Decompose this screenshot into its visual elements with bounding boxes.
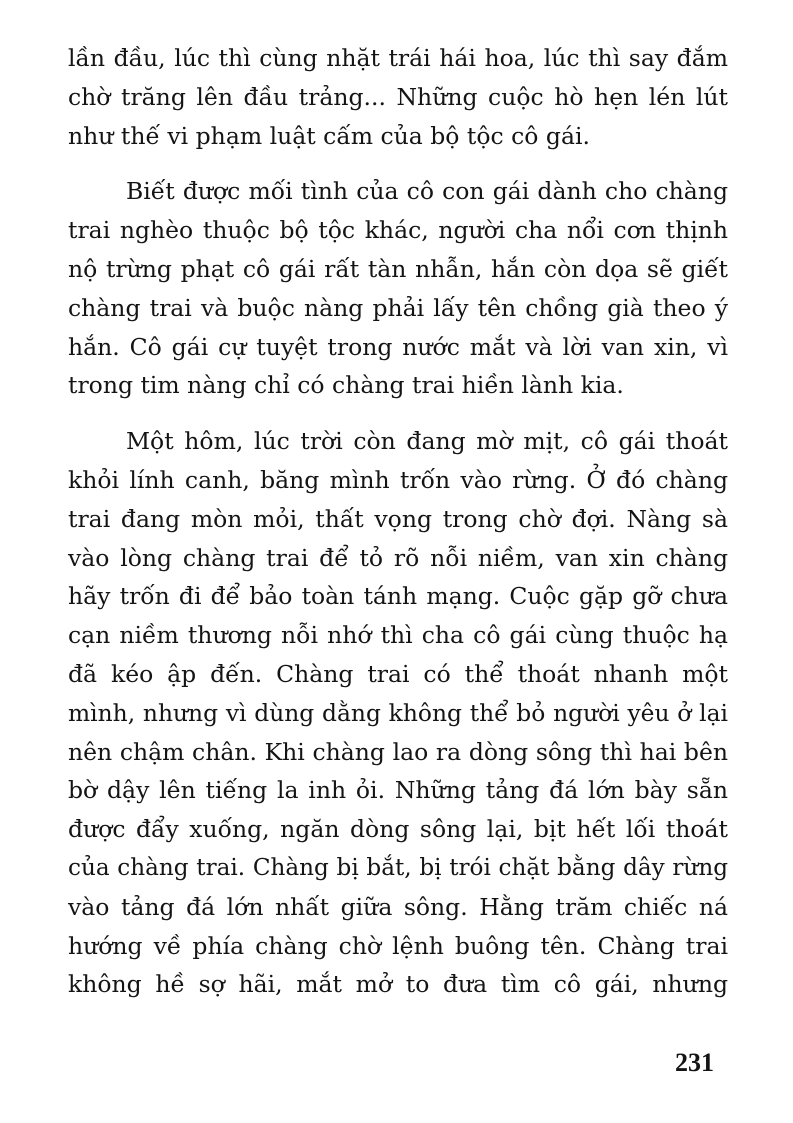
text-line: Một hôm, lúc trời còn đang mờ mịt, cô gái thoát [126, 427, 728, 456]
text-line: không hề sợ hãi, mắt mở to đưa tìm cô gái, nhưng [68, 970, 728, 999]
paragraph-3 [68, 422, 728, 1004]
text-line: cạn niềm thương nỗi nhớ thì cha cô gái cùng thuộc hạ [68, 621, 728, 650]
text-line: vào tảng đá lớn nhất giữa sông. Hằng trăm chiếc ná [68, 892, 728, 921]
text-line: hắn. Cô gái cự tuyệt trong nước mắt và lời van xin, vì [68, 332, 728, 361]
text-line: nên chậm chân. Khi chàng lao ra dòng sông thì hai bên [68, 737, 728, 766]
paragraph-1 [68, 39, 728, 155]
page-body [68, 39, 728, 1021]
text-line: hãy trốn đi để bảo toàn tánh mạng. Cuộc gặp gỡ chưa [68, 582, 728, 611]
text-line: mình, nhưng vì dùng dằng không thể bỏ người yêu ở lại [68, 698, 728, 727]
text-line: khỏi lính canh, băng mình trốn vào rừng. Ở đó chàng [68, 465, 728, 494]
text-line: trong tim nàng chỉ có chàng trai hiền lành kia. [68, 371, 624, 400]
text-line: trai đang mòn mỏi, thất vọng trong chờ đợi. Nàng sà [68, 504, 728, 533]
text-line: như thế vi phạm luật cấm của bộ tộc cô gái. [68, 121, 590, 150]
text-line: vào lòng chàng trai để tỏ rõ nỗi niềm, van xin chàng [68, 543, 728, 572]
paragraph-2 [68, 172, 728, 405]
text-line: nộ trừng phạt cô gái rất tàn nhẫn, hắn còn dọa sẽ giết [68, 254, 728, 283]
text-line: được đẩy xuống, ngăn dòng sông lại, bịt hết lối thoát [68, 815, 728, 844]
page-number: 231 [675, 1048, 714, 1077]
text-line: đã kéo ập đến. Chàng trai có thể thoát nhanh một [68, 659, 728, 688]
text-line: trai nghèo thuộc bộ tộc khác, người cha nổi cơn thịnh [68, 216, 728, 245]
text-line: bờ dậy lên tiếng la inh ỏi. Những tảng đá lớn bày sẵn [68, 776, 728, 805]
text-line: chàng trai và buộc nàng phải lấy tên chồng già theo ý [68, 293, 728, 322]
text-line: của chàng trai. Chàng bị bắt, bị trói chặt bằng dây rừng [68, 854, 728, 881]
text-line: Biết được mối tình của cô con gái dành cho chàng [126, 177, 728, 206]
text-line: lần đầu, lúc thì cùng nhặt trái hái hoa, lúc thì say đắm [68, 44, 728, 72]
text-line: hướng về phía chàng chờ lệnh buông tên. Chàng trai [68, 931, 728, 960]
text-line: chờ trăng lên đầu trảng... Những cuộc hò hẹn lén lút [68, 82, 728, 111]
